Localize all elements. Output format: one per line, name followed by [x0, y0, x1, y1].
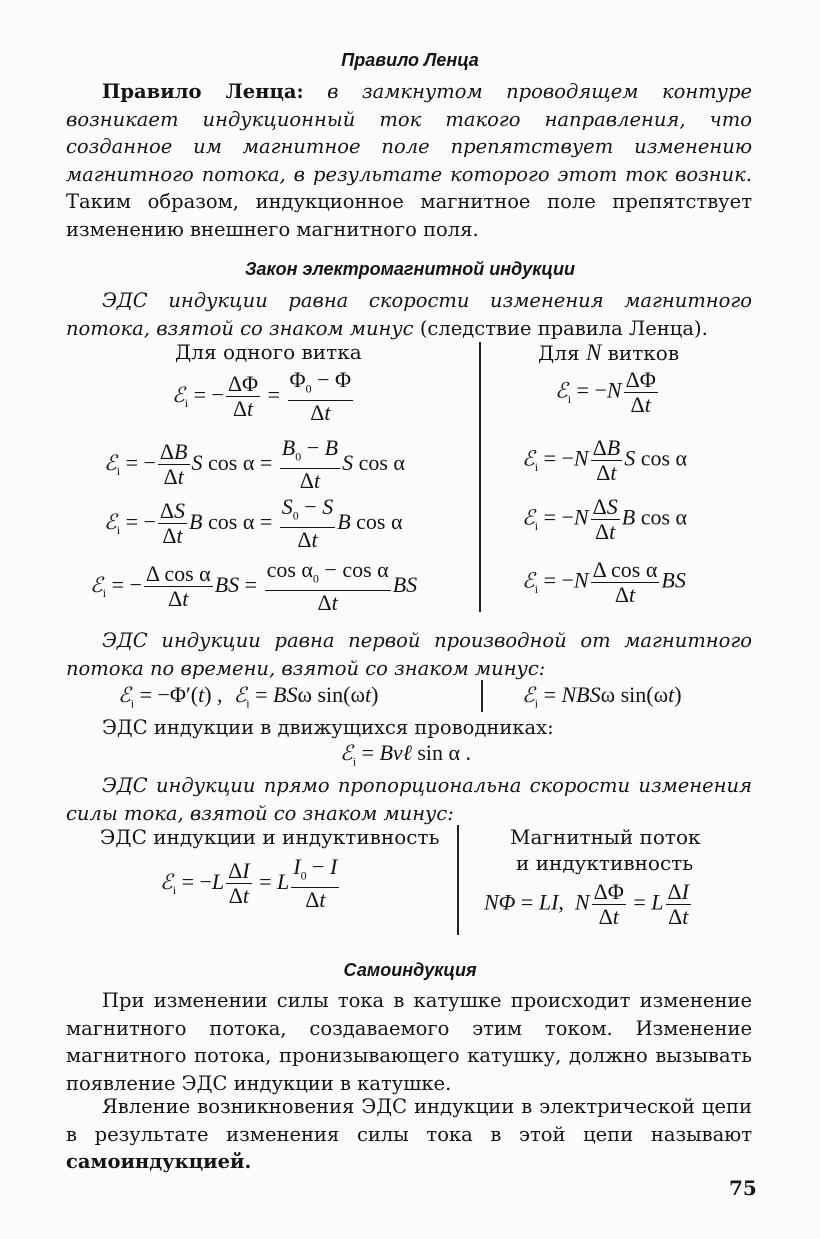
inductance-right-title-2: и индуктивность: [516, 851, 694, 875]
formula-single-s: ℰ$_i$ = − $\frac{\Delta S}{\Delta t}$ B cos α = $\frac{S_0 - S}{\Delta t}$ B cos α: [104, 494, 403, 553]
emi-statement-note: (следствие правила Ленца).: [419, 316, 708, 340]
inductance-right-title-1: Магнитный поток: [510, 825, 701, 849]
emi-statement: [66, 287, 752, 342]
formula-rotating-coil: ℰ$_i$ = NBSω sin(ωt): [522, 682, 682, 711]
formula-flux-inductance: NΦ = LI, N $\frac{\Delta\Phi}{\Delta t}$ = L $\frac{\Delta I}{\Delta t}$: [484, 879, 689, 929]
column-divider-3: [457, 825, 459, 935]
column-divider-2: [481, 680, 483, 712]
formula-n-s: ℰ$_i$ = −N $\frac{\Delta S}{\Delta t}$ B cos α: [522, 494, 688, 544]
col-n-turns-title-n: N: [585, 340, 602, 365]
self-induction-paragraph-2: [66, 1093, 752, 1176]
lenz-tail: Таким образом, индукционное магнитное поле препятствует изменению внешнего магнитного поля.: [66, 190, 752, 241]
self-induction-p2-text: Явление возникновения ЭДС индукции в электрической цепи в результате изменения силы тока в этой цепи называют: [66, 1095, 752, 1146]
formula-single-b: ℰ$_i$ = − $\frac{\Delta B}{\Delta t}$ S cos α = $\frac{B_0 - B}{\Delta t}$ S cos α: [104, 435, 405, 494]
formula-moving-conductor: ℰ$_i$ = Bvℓ sin α .: [340, 740, 472, 769]
formula-self-induction: ℰ$_i$ = −L $\frac{\Delta I}{\Delta t}$ = L $\frac{I_0 - I}{\Delta t}$: [160, 854, 338, 913]
section-heading-emi: Закон электромагнитной индукции: [244, 259, 575, 279]
moving-conductors-title: ЭДС индукции в движущихся проводниках:: [102, 716, 554, 739]
section-heading-lenz: Правило Ленца: [341, 50, 479, 70]
lenz-term: Правило Ленца:: [102, 80, 304, 103]
self-induction-term: самоиндукцией.: [66, 1150, 252, 1173]
emi-statement-text: ЭДС индукции равна скорости изменения магнитного потока, взятой со знаком минус: [66, 289, 752, 340]
section-heading-self-induction: Самоиндукция: [343, 960, 477, 980]
lenz-definition: в замкнутом проводящем контуре возникает индукционный ток такого направления, что созданное им магнитное поле препятствует изменению магнитного потока, в результате которого этот ток возник.: [66, 80, 753, 186]
col-one-turn-title: Для одного витка: [175, 340, 362, 364]
lenz-paragraph: [66, 78, 752, 243]
self-emf-statement: ЭДС индукции прямо пропорциональна скорости изменения силы тока, взятой со знаком минус:: [66, 774, 752, 825]
formula-n-cos: ℰ$_i$ = −N $\frac{\text{Δ cos α}}{\Delta t}$ BS: [522, 557, 686, 607]
formula-n-b: ℰ$_i$ = −N $\frac{\Delta B}{\Delta t}$ S cos α: [522, 435, 688, 485]
col-n-turns-title-a: Для: [538, 341, 586, 365]
formula-single-flux: ℰ$_i$ = − $\frac{\Delta\Phi}{\Delta t}$ = $\frac{\Phi_0 - \Phi}{\Delta t}$: [172, 367, 352, 426]
inductance-left-title: ЭДС индукции и индуктивность: [100, 825, 440, 849]
column-divider-1: [479, 342, 481, 612]
col-n-turns-title-b: витков: [601, 341, 680, 365]
page-number: 75: [729, 1176, 757, 1200]
self-induction-paragraph-1: При изменении силы тока в катушке происходит изменение магнитного потока, создаваемого этим током. Изменение магнитного потока, пронизывающего катушку, должно вызывать появление ЭДС индукции в катушке.: [66, 989, 752, 1095]
derivative-statement: ЭДС индукции равна первой производной от магнитного потока по времени, взятой со знаком минус:: [66, 629, 752, 680]
col-n-turns-title: [538, 340, 679, 366]
formula-derivative: ℰ$_i$ = −Φ′(t) , ℰ$_i$ = BSω sin(ωt): [118, 682, 379, 711]
formula-single-cos: ℰ$_i$ = − $\frac{\text{Δ cos α}}{\Delta t}$ BS = $\frac{\cos \alpha_0 - \cos \alpha}{\Delta t}$ BS: [90, 557, 418, 616]
formula-n-flux: ℰ$_i$ = −N $\frac{\Delta\Phi}{\Delta t}$: [555, 367, 656, 417]
